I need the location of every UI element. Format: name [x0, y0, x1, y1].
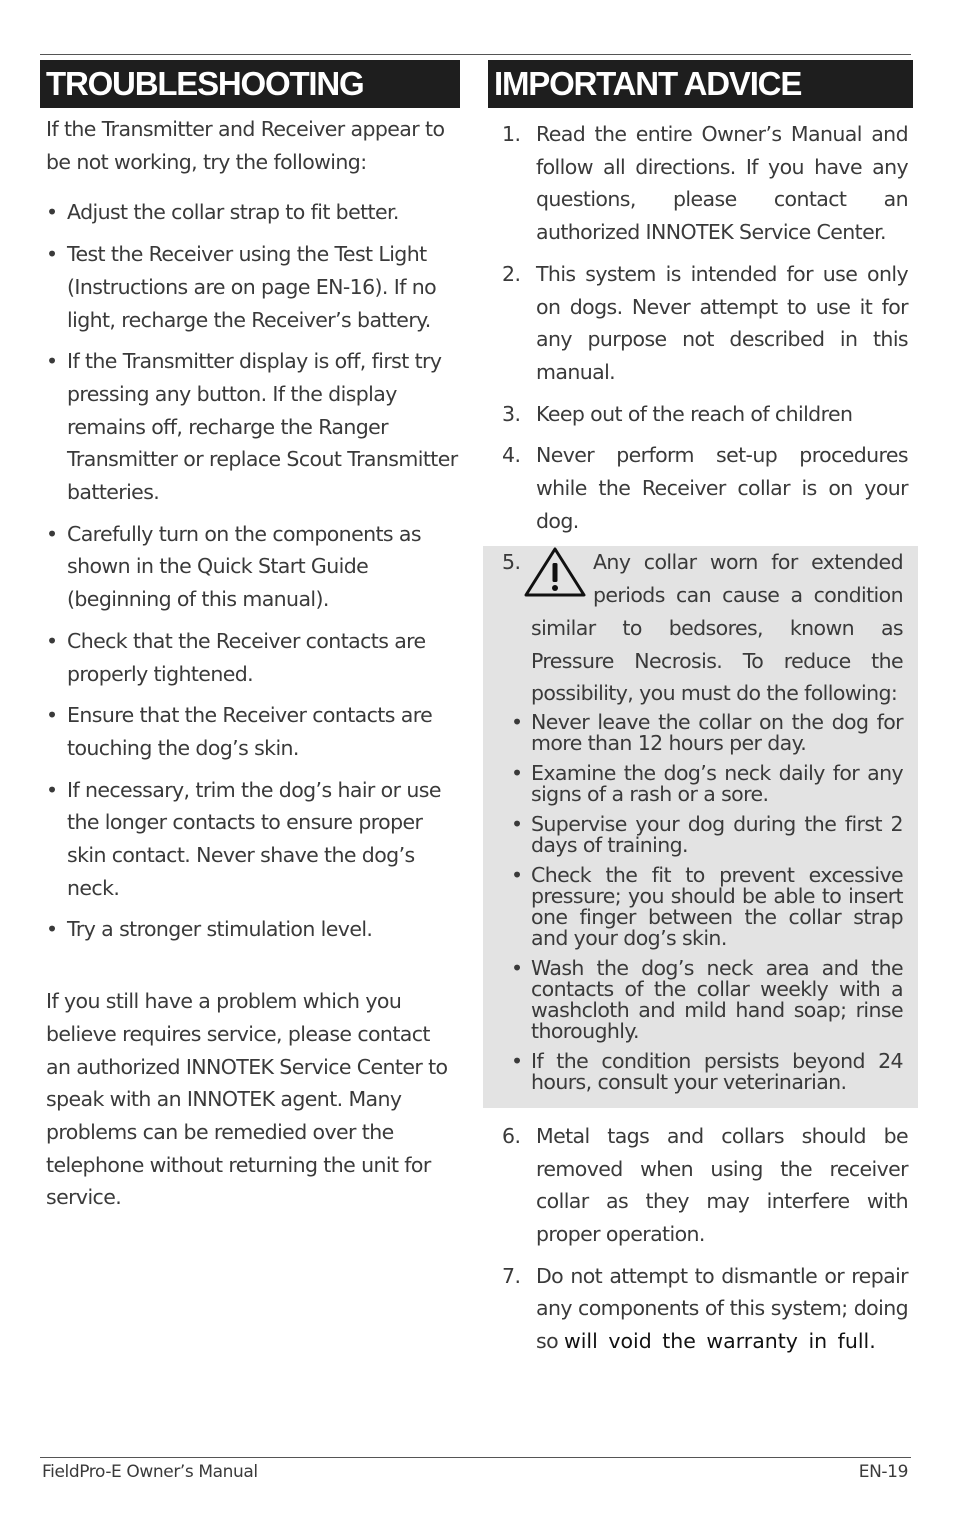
item-number: 7. — [502, 1263, 521, 1288]
list-item — [488, 258, 913, 389]
bottom-rule — [40, 1457, 911, 1458]
list-item: • If the condition persists beyond 24 hours, consult your veterinarian. — [531, 1051, 903, 1093]
list-item: • If necessary, trim the dog’s hair or use the longer contacts to ensure proper skin contact. Never shave the dog’s neck. — [46, 774, 458, 905]
list-item: • Wash the dog’s neck area and the contacts of the collar weekly with a washcloth and mild hand soap; rinse thoroughly. — [531, 958, 903, 1042]
list-item: • Test the Receiver using the Test Light (Instructions are on page EN-16). If no light, recharge the Receiver’s battery. — [46, 238, 458, 336]
item-text-start: Do not attempt to dismantle or repair any components of this system; doing so — [536, 1263, 908, 1354]
troubleshooting-intro: If the Transmitter and Receiver appear to be not working, try the following: — [46, 117, 445, 174]
list-item: • Supervise your dog during the first 2 days of training. — [531, 814, 903, 856]
troubleshooting-closing: If you still have a problem which you believe requires service, please contact an authorized INNOTEK Service Center to speak with an INNOTEK agent. Many problems can be remedied over the telephone without returning the unit for service. — [46, 989, 448, 1210]
warning-sub-list — [531, 709, 903, 1094]
troubleshooting-list — [46, 196, 458, 946]
item-text: Read the entire Owner’s Manual and follow all directions. If you have any questions, please contact an authorized INNOTEK Service Center. — [536, 122, 908, 245]
list-item — [488, 398, 913, 431]
warning-triangle-icon — [523, 546, 587, 598]
list-item: • Ensure that the Receiver contacts are touching the dog’s skin. — [46, 699, 458, 764]
list-item — [488, 1260, 913, 1358]
item-number: 4. — [502, 443, 521, 468]
advice-heading: IMPORTANT ADVICE — [488, 60, 913, 108]
list-item — [488, 118, 913, 249]
footer-manual-title: FieldPro-E Owner’s Manual — [42, 1462, 258, 1482]
list-item: • Check that the Receiver contacts are properly tightened. — [46, 625, 458, 690]
item-text — [536, 1260, 908, 1358]
list-item: • Adjust the collar strap to fit better. — [46, 196, 458, 229]
item-number: 2. — [502, 261, 521, 286]
item-text: This system is intended for use only on dogs. Never attempt to use it for any purpose not described in this manual. — [536, 261, 908, 384]
top-rule — [40, 54, 911, 55]
list-item: • Never leave the collar on the dog for more than 12 hours per day. — [531, 712, 903, 754]
warning-box — [483, 546, 918, 1108]
item-text: Metal tags and collars should be removed when using the receiver collar as they may interfere with proper operation. — [536, 1123, 908, 1247]
item-number: 5. — [502, 550, 521, 575]
item-text: Keep out of the reach of children — [536, 401, 853, 426]
warranty-emphasis: will void the warranty in full. — [563, 1329, 876, 1354]
list-item: • Examine the dog’s neck daily for any signs of a rash or a sore. — [531, 763, 903, 805]
warning-text: Any collar worn for extended periods can cause a condition similar to bedsores, known as Pressure Necrosis. To reduce the possibility, you must do the following: — [531, 550, 903, 706]
list-item: • Carefully turn on the components as shown in the Quick Start Guide (beginning of this manual). — [46, 518, 458, 616]
item-text: Never perform set-up procedures while the Receiver collar is on your dog. — [536, 443, 908, 533]
list-item — [488, 439, 913, 537]
list-item: • Try a stronger stimulation level. — [46, 913, 458, 946]
troubleshooting-heading: TROUBLESHOOTING — [40, 60, 460, 108]
item-number: 6. — [502, 1123, 521, 1148]
list-item — [488, 1120, 913, 1251]
list-item: • Check the fit to prevent excessive pressure; you should be able to insert one finger between the collar strap and your dog’s skin. — [531, 865, 903, 949]
page-number: EN-19 — [858, 1462, 908, 1482]
warning-body — [531, 546, 903, 1093]
troubleshooting-column — [40, 60, 460, 1214]
advice-column — [488, 60, 913, 1367]
list-item: • If the Transmitter display is off, first try pressing any button. If the display remains off, recharge the Ranger Transmitter or replace Scout Transmitter batteries. — [46, 345, 458, 509]
item-number: 1. — [502, 122, 521, 146]
item-number: 3. — [502, 401, 521, 426]
advice-list — [488, 118, 913, 1358]
